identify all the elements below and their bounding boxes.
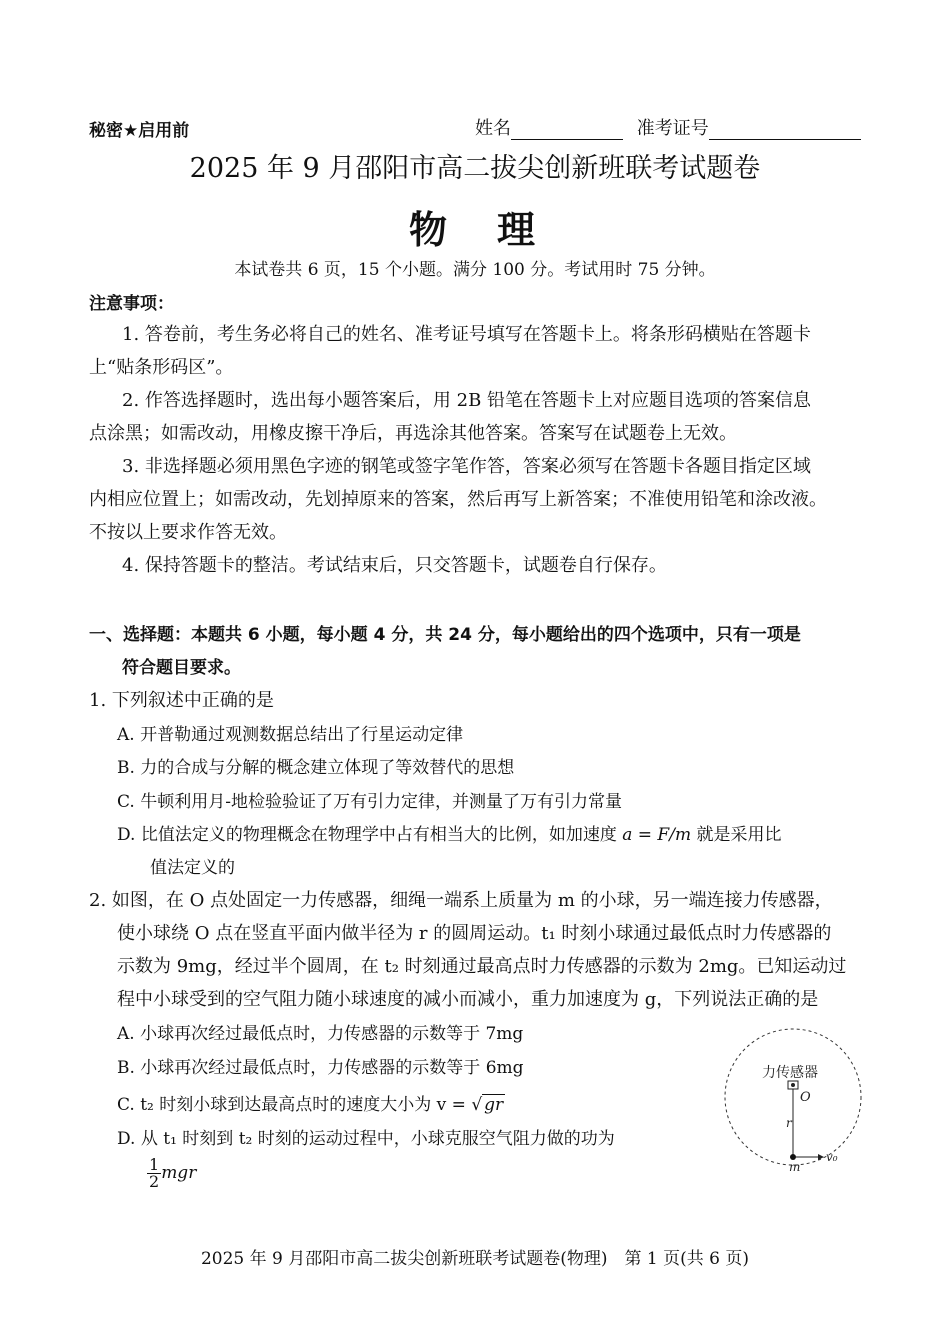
note-3-line3: 不按以上要求作答无效。 (89, 522, 287, 543)
name-label: 姓名 (475, 118, 511, 139)
subject-title: 物 理 (408, 207, 541, 252)
q2-option-a: A. 小球再次经过最低点时，力传感器的示数等于 7mg (117, 1024, 524, 1044)
q2-line3: 示数为 9mg，经过半个圆周，在 t₂ 时刻通过最高点时力传感器的示数为 2mg。已知运动过 (117, 956, 847, 977)
note-1-line1: 1. 答卷前，考生务必将自己的姓名、准考证号填写在答题卡上。将条形码横贴在答题卡 (122, 324, 811, 345)
sqrt-sign: √ (471, 1095, 483, 1115)
exam-info: 本试卷共 6 页，15 个小题。满分 100 分。考试用时 75 分钟。 (234, 260, 716, 280)
q1-option-d-tail: 就是采用比 (696, 825, 782, 845)
exam-title: 2025 年 9 月邵阳市高二拔尖创新班联考试题卷 (189, 153, 761, 184)
fraction-denominator: 2 (149, 1172, 160, 1191)
notes-heading: 注意事项： (89, 294, 174, 314)
m-label: m (789, 1160, 801, 1174)
pivot-point (791, 1083, 795, 1087)
q2-line4: 程中小球受到的空气阻力随小球速度的减小而减小，重力加速度为 g，下列说法正确的是 (117, 989, 819, 1010)
q2-option-d: D. 从 t₁ 时刻到 t₂ 时刻的运动过程中，小球克服空气阻力做的功为 (117, 1129, 615, 1149)
sensor-label: 力传感器 (762, 1065, 818, 1081)
exam-id-label: 准考证号 (636, 118, 709, 139)
q1-option-c: C. 牛顿利用月-地检验验证了万有引力定律，并测量了万有引力常量 (117, 792, 622, 812)
fraction-half (147, 1157, 161, 1190)
q1-option-d-cont: 值法定义的 (150, 858, 235, 878)
section1-heading-cont: 符合题目要求。 (122, 658, 241, 678)
q1-option-a: A. 开普勒通过观测数据总结出了行星运动定律 (117, 725, 464, 745)
name-field (475, 114, 861, 140)
q1-option-d-text: D. 比值法定义的物理概念在物理学中占有相当大的比例，如加速度 (117, 825, 617, 845)
velocity-arrowhead (818, 1154, 824, 1160)
section1-heading: 一、选择题：本题共 6 小题，每小题 4 分，共 24 分，每小题给出的四个选项中，只有一项是 (89, 625, 801, 645)
q1-option-b: B. 力的合成与分解的概念建立体现了等效替代的思想 (117, 758, 515, 778)
note-3-line2: 内相应位置上；如需改动，先划掉原来的答案，然后再写上新答案；不准使用铅笔和涂改液。 (89, 489, 827, 510)
note-2-line1: 2. 作答选择题时，选出每小题答案后，用 2B 铅笔在答题卡上对应题目选项的答案信息 (122, 390, 812, 411)
q2-option-b: B. 小球再次经过最低点时，力传感器的示数等于 6mg (117, 1058, 524, 1078)
circular-motion-figure (720, 1015, 870, 1175)
note-1-line2: 上“贴条形码区”。 (89, 357, 234, 378)
q2-line1: 2. 如图，在 O 点处固定一力传感器，细绳一端系上质量为 m 的小球，另一端连接力传感器， (89, 890, 833, 911)
note-2-line2: 点涂黑；如需改动，用橡皮擦干净后，再选涂其他答案。答案写在试题卷上无效。 (89, 423, 737, 444)
o-label: O (800, 1090, 811, 1105)
q1-option-d (117, 820, 782, 845)
r-label: r (786, 1116, 792, 1130)
v0-label: v₀ (826, 1150, 838, 1164)
q2-option-c-text: C. t₂ 时刻小球到达最高点时的速度大小为 v = (117, 1095, 466, 1115)
q2-option-d-formula (147, 1157, 196, 1190)
fraction-numerator: 1 (149, 1155, 160, 1174)
q2-option-c (117, 1090, 505, 1115)
exam-id-blank (709, 121, 861, 140)
q2-line2: 使小球绕 O 点在竖直平面内做半径为 r 的圆周运动。t₁ 时刻小球通过最低点时力传感器的 (117, 923, 832, 944)
note-4-line1: 4. 保持答题卡的整洁。考试结束后，只交答题卡，试题卷自行保存。 (122, 555, 667, 576)
q1-stem: 1. 下列叙述中正确的是 (89, 690, 274, 711)
name-blank (511, 121, 623, 140)
page-footer: 2025 年 9 月邵阳市高二拔尖创新班联考试题卷(物理) 第 1 页(共 6 页) (200, 1249, 750, 1269)
q2-sqrt-content: gr (484, 1095, 504, 1115)
confidential-mark: 秘密★启用前 (89, 121, 190, 141)
q1-formula: a = F/m (622, 825, 692, 845)
note-3-line1: 3. 非选择题必须用黑色字迹的钢笔或签字笔作答，答案必须写在答题卡各题目指定区域 (122, 456, 811, 477)
q2-option-d-tail: mgr (161, 1163, 197, 1183)
